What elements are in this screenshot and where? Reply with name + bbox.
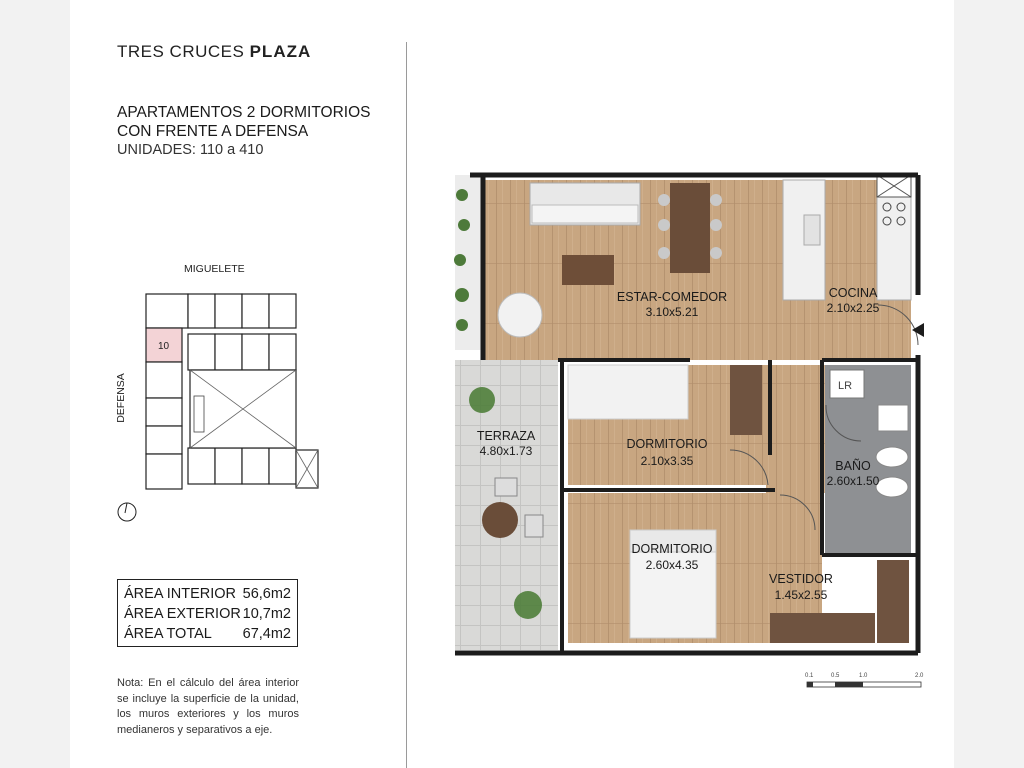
floor-plan (440, 165, 925, 660)
sink-icon (878, 405, 908, 431)
street-name-left: DEFENSA (114, 373, 127, 423)
brand-emphasis: PLAZA (249, 42, 312, 61)
bidet-icon (876, 477, 908, 497)
street-name-top: MIGUELETE (184, 263, 245, 275)
area-note: Nota: En el cálculo del área interior se incluye la superficie de la unidad, los muros exteriores y los muros medianeros y separativos a eje. (117, 677, 299, 736)
unit-number: 10 (158, 341, 170, 352)
room-name: BAÑO (835, 459, 871, 473)
terrace-table-icon (482, 502, 518, 538)
kitchen-counter-icon (877, 180, 911, 300)
wardrobe-icon (877, 560, 909, 643)
room-dimensions: 2.60x1.50 (826, 474, 880, 488)
room-dimensions: 1.45x2.55 (774, 588, 828, 602)
brand-title (117, 42, 311, 62)
area-label: ÁREA EXTERIOR (124, 606, 241, 622)
room-name: TERRAZA (476, 429, 536, 443)
toilet-icon (876, 447, 908, 467)
room-dimensions: 3.10x5.21 (645, 305, 699, 319)
scale-tick-label: 0.1 (805, 673, 814, 679)
room-dimensions: 4.80x1.73 (479, 444, 533, 458)
laundry-label: LR (838, 380, 853, 392)
area-label: ÁREA TOTAL (124, 626, 212, 642)
room-dimensions: 2.10x2.25 (826, 301, 880, 315)
room-name: DORMITORIO (631, 542, 713, 556)
hall-floor (766, 365, 825, 493)
area-row (124, 604, 291, 624)
heading-line-1: APARTAMENTOS 2 DORMITORIOS (117, 104, 371, 121)
unit-heading (117, 103, 371, 160)
room-name: COCINA (828, 286, 878, 300)
area-label: ÁREA INTERIOR (124, 586, 236, 602)
area-table (117, 579, 298, 647)
area-row (124, 624, 291, 644)
entry-arrow-icon (912, 323, 924, 337)
room-name: DORMITORIO (626, 437, 708, 451)
area-value: 56,6m2 (242, 586, 291, 602)
heading-units: UNIDADES: 110 a 410 (117, 142, 264, 158)
area-value: 10,7m2 (242, 606, 291, 622)
room-name: ESTAR-COMEDOR (616, 290, 728, 304)
north-icon (118, 503, 136, 521)
room-dimensions: 2.10x3.35 (640, 454, 694, 468)
dining-table-icon (670, 183, 710, 273)
armchair-icon (498, 293, 542, 337)
scale-bar (805, 673, 925, 693)
plant-icon (469, 387, 495, 413)
area-value: 67,4m2 (242, 626, 291, 642)
brand-name: TRES CRUCES (117, 42, 245, 61)
scale-tick-label: 2.0 (915, 673, 924, 679)
heading-line-2: CON FRENTE A DEFENSA (117, 123, 309, 140)
key-map (110, 260, 330, 530)
room-name: VESTIDOR (769, 572, 833, 586)
scale-tick-label: 1.0 (859, 673, 868, 679)
scale-tick-label: 0.5 (831, 673, 840, 679)
plant-icon (514, 591, 542, 619)
area-row (124, 584, 291, 604)
column-divider (406, 42, 407, 768)
room-dimensions: 2.60x4.35 (645, 558, 699, 572)
dresser-icon (770, 613, 875, 643)
desk-icon (730, 365, 762, 435)
building-keyplan (110, 260, 330, 530)
coffee-table-icon (562, 255, 614, 285)
bed-icon (568, 365, 688, 419)
